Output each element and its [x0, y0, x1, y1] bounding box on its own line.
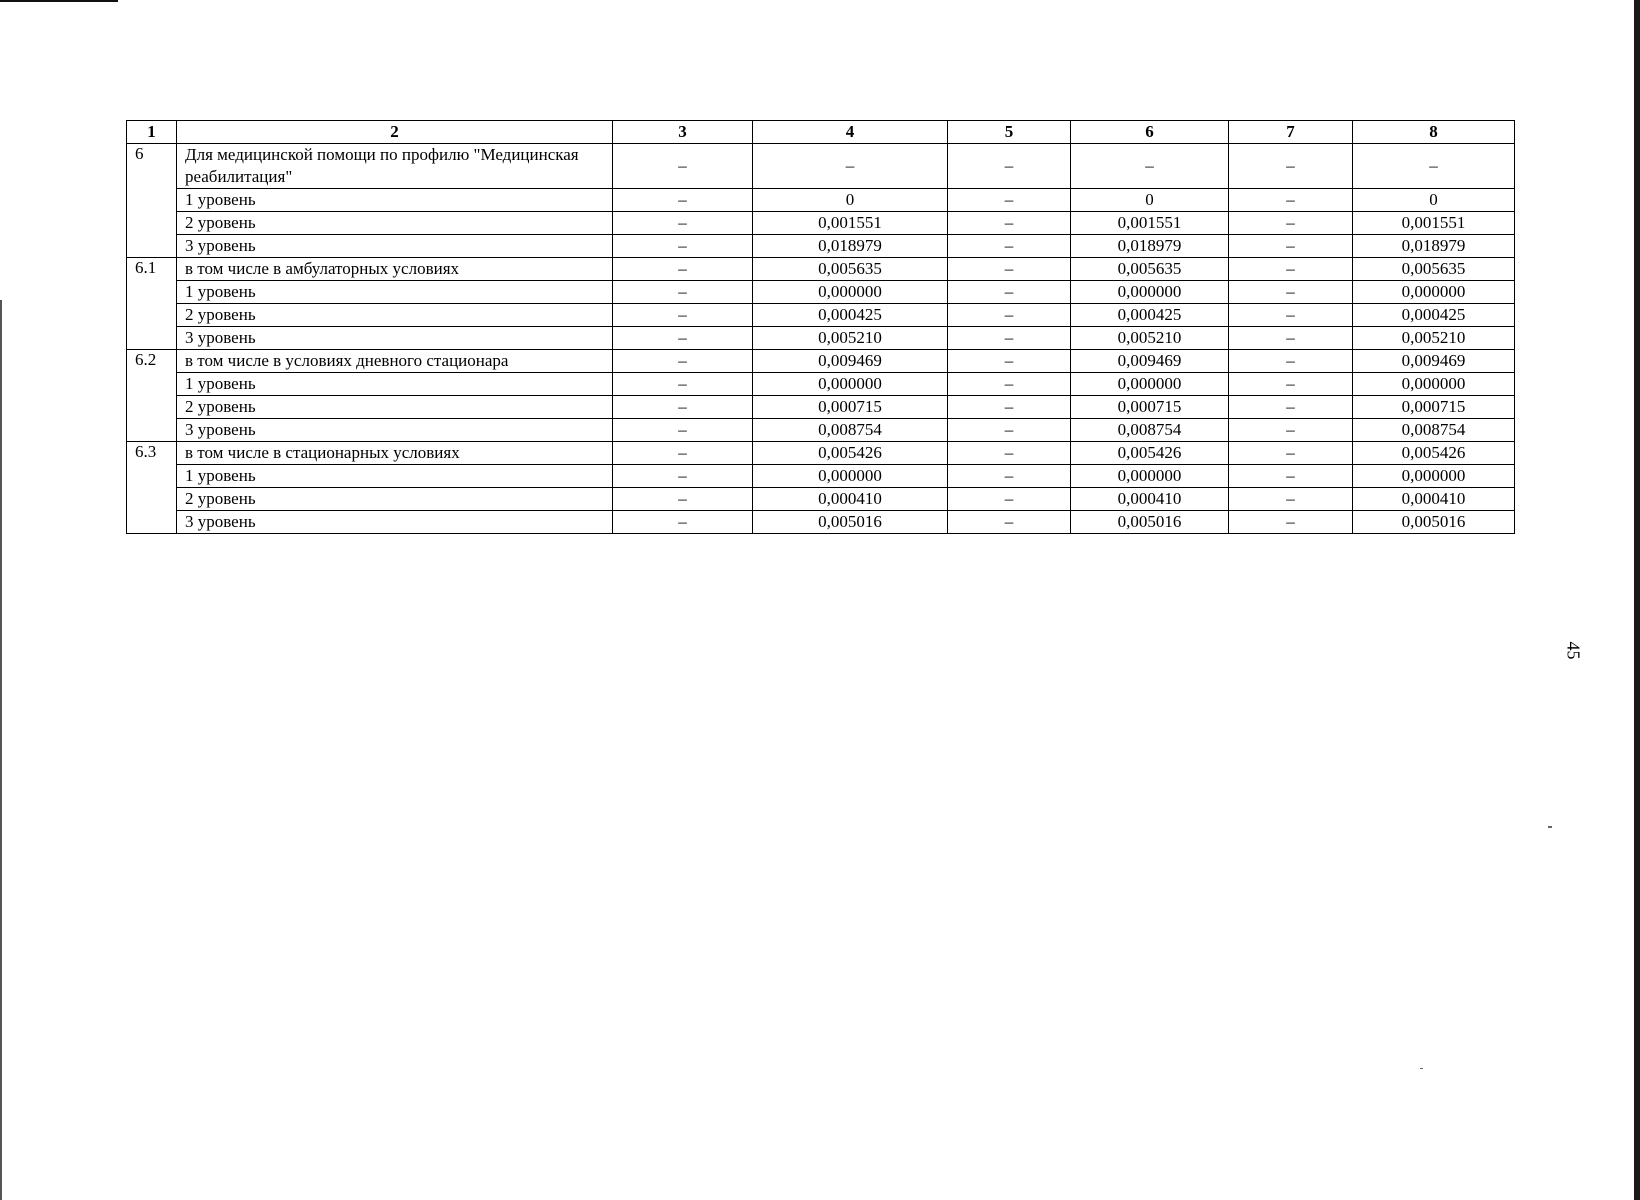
col6-cell: 0,018979	[1071, 235, 1229, 258]
scan-left-edge	[0, 300, 2, 1200]
col5-cell: –	[948, 258, 1071, 281]
col8-cell: 0,009469	[1353, 350, 1515, 373]
col3-cell: –	[613, 465, 753, 488]
col3-cell: –	[613, 304, 753, 327]
row-number-cell: 6.3	[127, 442, 177, 534]
col3-cell: –	[613, 442, 753, 465]
col4-cell: –	[753, 144, 948, 189]
col3-cell: –	[613, 396, 753, 419]
name-cell: 1 уровень	[177, 281, 613, 304]
col8-cell: 0,001551	[1353, 212, 1515, 235]
col6-cell: 0,005635	[1071, 258, 1229, 281]
col8-cell: 0,005635	[1353, 258, 1515, 281]
col7-cell: –	[1229, 350, 1353, 373]
col5-cell: –	[948, 327, 1071, 350]
col6-cell: –	[1071, 144, 1229, 189]
col7-cell: –	[1229, 396, 1353, 419]
col5-cell: –	[948, 189, 1071, 212]
name-cell: 1 уровень	[177, 189, 613, 212]
table-row	[127, 488, 1515, 511]
col5-cell: –	[948, 235, 1071, 258]
name-cell: в том числе в амбулаторных условиях	[177, 258, 613, 281]
col6-cell: 0,005016	[1071, 511, 1229, 534]
col6-cell: 0,000410	[1071, 488, 1229, 511]
col3-cell: –	[613, 235, 753, 258]
table-row	[127, 350, 1515, 373]
col6-cell: 0,000425	[1071, 304, 1229, 327]
col3-cell: –	[613, 281, 753, 304]
table-row	[127, 189, 1515, 212]
row-number-cell: 6	[127, 144, 177, 258]
col5-cell: –	[948, 350, 1071, 373]
col6-cell: 0	[1071, 189, 1229, 212]
col8-cell: 0,005210	[1353, 327, 1515, 350]
column-header: 1	[127, 121, 177, 144]
col8-cell: 0,000000	[1353, 281, 1515, 304]
col8-cell: 0,000425	[1353, 304, 1515, 327]
col4-cell: 0	[753, 189, 948, 212]
name-cell: 3 уровень	[177, 511, 613, 534]
row-number-cell: 6.2	[127, 350, 177, 442]
col6-cell: 0,000000	[1071, 465, 1229, 488]
scan-top-rule	[0, 0, 118, 2]
table-body	[127, 121, 1515, 534]
page-number: 45	[1563, 641, 1584, 660]
table-row	[127, 373, 1515, 396]
col7-cell: –	[1229, 465, 1353, 488]
name-cell: в том числе в условиях дневного стационара	[177, 350, 613, 373]
table-row	[127, 327, 1515, 350]
col8-cell: 0,005016	[1353, 511, 1515, 534]
col6-cell: 0,000715	[1071, 396, 1229, 419]
col4-cell: 0,000000	[753, 465, 948, 488]
col4-cell: 0,000410	[753, 488, 948, 511]
name-cell: 2 уровень	[177, 212, 613, 235]
column-header: 7	[1229, 121, 1353, 144]
col5-cell: –	[948, 419, 1071, 442]
name-cell: 2 уровень	[177, 488, 613, 511]
col5-cell: –	[948, 144, 1071, 189]
col4-cell: 0,018979	[753, 235, 948, 258]
name-cell: Для медицинской помощи по профилю "Медицинская реабилитация"	[177, 144, 613, 189]
name-cell: 2 уровень	[177, 304, 613, 327]
column-header: 6	[1071, 121, 1229, 144]
col7-cell: –	[1229, 281, 1353, 304]
name-cell: 3 уровень	[177, 235, 613, 258]
table-row	[127, 144, 1515, 189]
col8-cell: 0,000410	[1353, 488, 1515, 511]
col7-cell: –	[1229, 189, 1353, 212]
col6-cell: 0,000000	[1071, 373, 1229, 396]
table-row	[127, 442, 1515, 465]
col7-cell: –	[1229, 488, 1353, 511]
col6-cell: 0,009469	[1071, 350, 1229, 373]
column-header: 8	[1353, 121, 1515, 144]
col3-cell: –	[613, 350, 753, 373]
col4-cell: 0,005210	[753, 327, 948, 350]
col3-cell: –	[613, 373, 753, 396]
table-row	[127, 304, 1515, 327]
col7-cell: –	[1229, 235, 1353, 258]
col3-cell: –	[613, 327, 753, 350]
col4-cell: 0,008754	[753, 419, 948, 442]
col8-cell: –	[1353, 144, 1515, 189]
table-row	[127, 396, 1515, 419]
col5-cell: –	[948, 465, 1071, 488]
col4-cell: 0,005635	[753, 258, 948, 281]
table-row	[127, 281, 1515, 304]
name-cell: 1 уровень	[177, 373, 613, 396]
col7-cell: –	[1229, 212, 1353, 235]
col6-cell: 0,005426	[1071, 442, 1229, 465]
col5-cell: –	[948, 396, 1071, 419]
name-cell: 3 уровень	[177, 327, 613, 350]
col5-cell: –	[948, 511, 1071, 534]
col3-cell: –	[613, 511, 753, 534]
col4-cell: 0,001551	[753, 212, 948, 235]
column-header-row	[127, 121, 1515, 144]
scan-speck	[1420, 1068, 1423, 1069]
col7-cell: –	[1229, 304, 1353, 327]
col4-cell: 0,000715	[753, 396, 948, 419]
col8-cell: 0,000000	[1353, 373, 1515, 396]
name-cell: 3 уровень	[177, 419, 613, 442]
col8-cell: 0	[1353, 189, 1515, 212]
col6-cell: 0,001551	[1071, 212, 1229, 235]
column-header: 2	[177, 121, 613, 144]
col7-cell: –	[1229, 144, 1353, 189]
scan-speck	[1548, 826, 1552, 828]
col7-cell: –	[1229, 258, 1353, 281]
col8-cell: 0,018979	[1353, 235, 1515, 258]
col3-cell: –	[613, 144, 753, 189]
col6-cell: 0,008754	[1071, 419, 1229, 442]
table-row	[127, 419, 1515, 442]
col8-cell: 0,005426	[1353, 442, 1515, 465]
col7-cell: –	[1229, 419, 1353, 442]
column-header: 4	[753, 121, 948, 144]
col6-cell: 0,005210	[1071, 327, 1229, 350]
scan-right-edge	[1634, 0, 1640, 1200]
column-header: 5	[948, 121, 1071, 144]
col3-cell: –	[613, 212, 753, 235]
col3-cell: –	[613, 189, 753, 212]
col5-cell: –	[948, 304, 1071, 327]
col4-cell: 0,000425	[753, 304, 948, 327]
name-cell: 2 уровень	[177, 396, 613, 419]
col5-cell: –	[948, 281, 1071, 304]
column-header: 3	[613, 121, 753, 144]
col7-cell: –	[1229, 442, 1353, 465]
col5-cell: –	[948, 373, 1071, 396]
col8-cell: 0,008754	[1353, 419, 1515, 442]
table-row	[127, 212, 1515, 235]
col3-cell: –	[613, 419, 753, 442]
table-row	[127, 511, 1515, 534]
table-row	[127, 258, 1515, 281]
col7-cell: –	[1229, 327, 1353, 350]
col4-cell: 0,005016	[753, 511, 948, 534]
name-cell: в том числе в стационарных условиях	[177, 442, 613, 465]
col4-cell: 0,009469	[753, 350, 948, 373]
col5-cell: –	[948, 488, 1071, 511]
col6-cell: 0,000000	[1071, 281, 1229, 304]
name-cell: 1 уровень	[177, 465, 613, 488]
col5-cell: –	[948, 212, 1071, 235]
col4-cell: 0,000000	[753, 281, 948, 304]
table-row	[127, 235, 1515, 258]
col5-cell: –	[948, 442, 1071, 465]
col4-cell: 0,005426	[753, 442, 948, 465]
table-row	[127, 465, 1515, 488]
data-table	[126, 120, 1515, 534]
col4-cell: 0,000000	[753, 373, 948, 396]
row-number-cell: 6.1	[127, 258, 177, 350]
col7-cell: –	[1229, 511, 1353, 534]
col8-cell: 0,000715	[1353, 396, 1515, 419]
col3-cell: –	[613, 258, 753, 281]
col7-cell: –	[1229, 373, 1353, 396]
col3-cell: –	[613, 488, 753, 511]
col8-cell: 0,000000	[1353, 465, 1515, 488]
